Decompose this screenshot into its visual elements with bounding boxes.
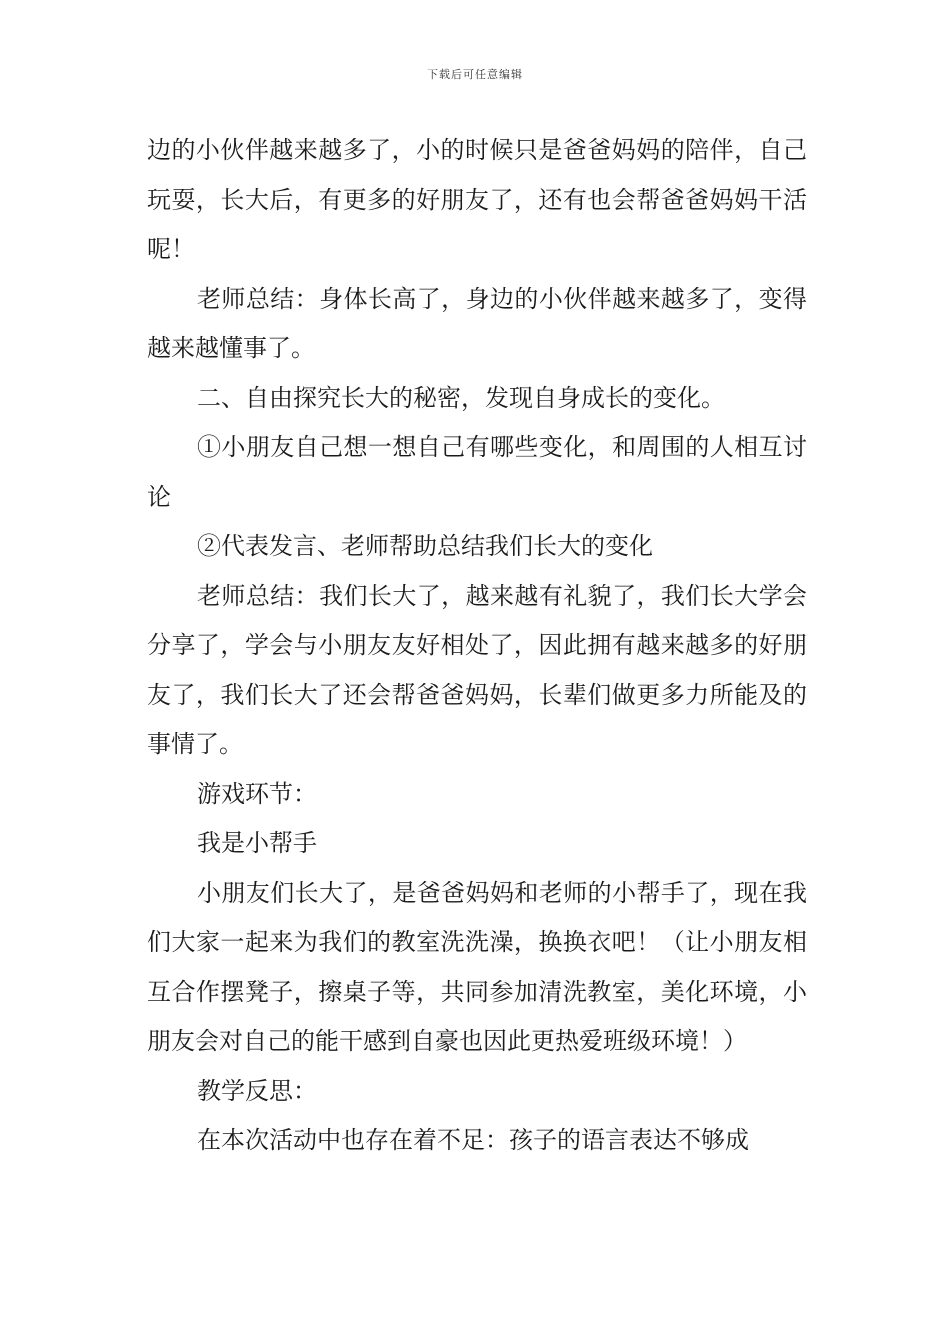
paragraph-continuation: 边的小伙伴越来越多了，小的时候只是爸爸妈妈的陪伴，自己玩耍，长大后，有更多的好朋友了，还有也会帮爸爸妈妈干活呢！ (147, 136, 807, 263)
paragraph-reflection: 在本次活动中也存在着不足：孩子的语言表达不够成 (197, 1126, 749, 1154)
game-section-label: 游戏环节： (197, 779, 317, 808)
game-title: 我是小帮手 (197, 829, 317, 857)
section-heading-2: 二、自由探究长大的秘密，发现自身成长的变化。 (197, 383, 725, 412)
paragraph-teacher-summary-1: 老师总结：身体长高了，身边的小伙伴越来越多了，变得越来越懂事了。 (147, 284, 807, 362)
list-item-1: ①小朋友自己想一想自己有哪些变化，和周围的人相互讨论 (147, 433, 807, 511)
paragraph-game-description: 小朋友们长大了，是爸爸妈妈和老师的小帮手了，现在我们大家一起来为我们的教室洗洗澡，换换衣吧！（让小朋友相互合作摆凳子，擦桌子等，共同参加清洗教室，美化环境，小朋友会对自己的能干感到自豪也因此更热爱班级环境！） (147, 878, 807, 1055)
list-item-2: ②代表发言、老师帮助总结我们长大的变化 (197, 532, 653, 560)
document-body (147, 126, 807, 1166)
page-header-note: 下载后可任意编辑 (427, 68, 523, 81)
reflection-label: 教学反思： (197, 1076, 317, 1105)
paragraph-teacher-summary-2: 老师总结：我们长大了，越来越有礼貌了，我们长大学会分享了，学会与小朋友友好相处了，因此拥有越来越多的好朋友了，我们长大了还会帮爸爸妈妈，长辈们做更多力所能及的事情了。 (147, 581, 807, 758)
